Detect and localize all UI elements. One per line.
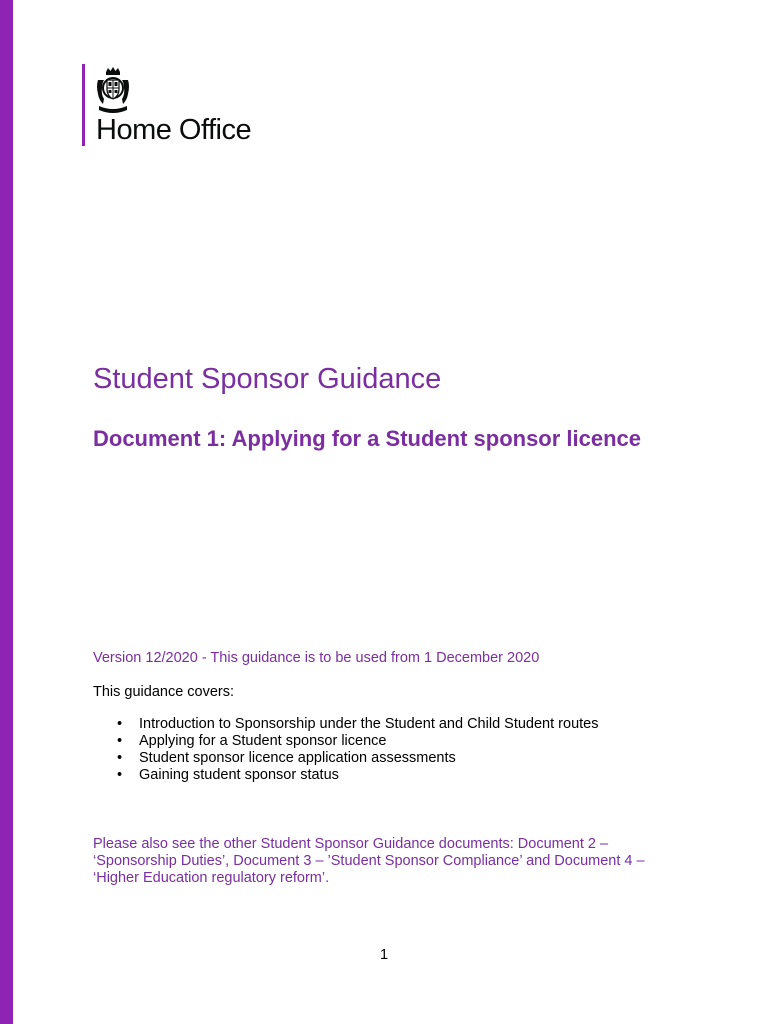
list-item bbox=[93, 716, 598, 733]
list-item bbox=[93, 767, 598, 784]
page-title: Student Sponsor Guidance bbox=[93, 363, 442, 395]
bullet-icon: • bbox=[117, 733, 123, 749]
bullet-icon: • bbox=[117, 767, 123, 783]
covers-intro: This guidance covers: bbox=[93, 684, 235, 700]
list-item-text: Introduction to Sponsorship under the Student and Child Student routes bbox=[139, 716, 599, 732]
left-brand-bar bbox=[0, 0, 13, 1024]
bullet-icon: • bbox=[117, 750, 123, 766]
list-item-text: Student sponsor licence application assessments bbox=[139, 750, 456, 766]
list-item-text: Gaining student sponsor status bbox=[139, 767, 339, 783]
list-item-text: Applying for a Student sponsor licence bbox=[139, 733, 387, 749]
page-number: 1 bbox=[379, 947, 389, 963]
royal-coat-of-arms-icon bbox=[95, 66, 131, 114]
version-notice: Version 12/2020 - This guidance is to be used from 1 December 2020 bbox=[93, 650, 540, 666]
bullet-icon: • bbox=[117, 716, 123, 732]
list-item bbox=[93, 750, 598, 767]
home-office-logo bbox=[82, 64, 302, 146]
covers-list bbox=[93, 716, 598, 784]
document-subtitle: Document 1: Applying for a Student sponsor licence bbox=[93, 426, 642, 451]
logo-rule bbox=[82, 64, 85, 146]
organisation-name: Home Office bbox=[96, 114, 252, 146]
see-also-paragraph: Please also see the other Student Sponsor Guidance documents: Document 2 – ‘Sponsorship Duties’, Document 3 – ’Student Sponsor Compliance’ and Document 4 – ‘Higher Education regulatory reform’. bbox=[93, 836, 645, 886]
list-item bbox=[93, 733, 598, 750]
